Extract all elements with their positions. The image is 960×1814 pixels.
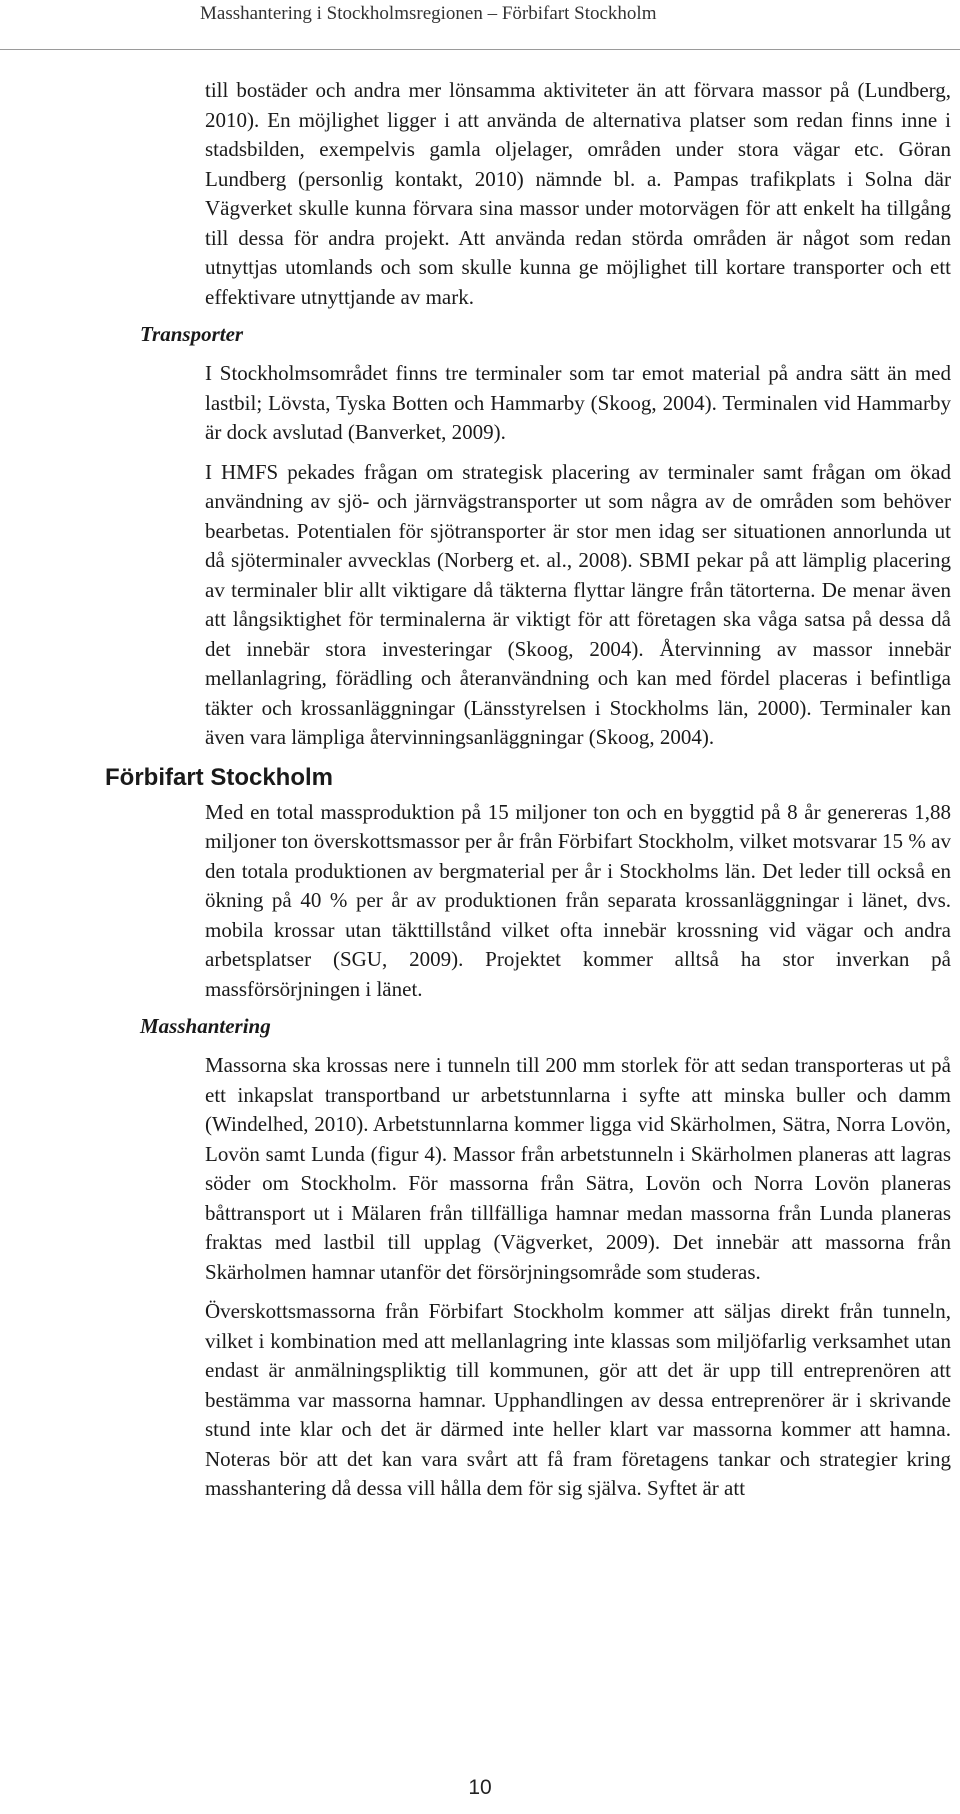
page-content: [0, 76, 960, 1514]
forbifart-paragraph: Med en total massproduktion på 15 miljoner ton och en byggtid på 8 år genereras 1,88 miljoner ton överskottsmassor per år från Förbifart Stockholm, vilket motsvarar 15 % av den totala produktionen av bergmaterial per år i Stockholms län. Det leder till också en ökning på 40 % per år av produktionen från separata krossanläggningar i länet, dvs. mobila krossar utan täkttillstånd vilket ofta innebär krossning vid vägar och andra arbetsplatser (SGU, 2009). Projektet kommer alltså ha stor inverkan på massförsörjningen i länet.: [205, 799, 951, 1001]
page-number: 10: [468, 1776, 492, 1799]
masshantering-paragraph-2: Överskottsmassorna från Förbifart Stockholm kommer att säljas direkt från tunneln, vilket i kombination med att mellanlagring inte klassas som miljöfarlig verksamhet utan endast är anmälningspliktig till kommunen, gör att det är upp till entreprenören att bestämma var massorna hamnar. Upphandlingen av dessa entreprenörer är i skrivande stund inte klar och det är därmed inte heller klart var massorna kommer att hamna. Noteras bör att det kan vara svårt att få fram företagens tankar och strategier kring masshantering då dessa vill hålla dem för sig själva. Syftet är att: [205, 1299, 951, 1500]
intro-paragraph: till bostäder och andra mer lönsamma aktiviteter än att förvara massor på (Lundberg, 2010). En möjlighet ligger i att använda de alternativa platser som redan finns inne i stadsbilden, exempelvis gamla oljelager, områden under stora vägar etc. Göran Lundberg (personlig kontakt, 2010) nämnde bl. a. Pampas trafikplats i Solna där Vägverket skulle kunna förvara sina massor under motorvägen för att enkelt ha tillgång till dessa för andra projekt. Att använda redan störda områden är något som redan utnyttjas utomlands och som skulle kunna ge möjlighet till kortare transporter och ett effektivare utnyttjande av mark.: [205, 78, 951, 309]
transporter-paragraph-1: I Stockholmsområdet finns tre terminaler som tar emot material på andra sätt än med lastbil; Lövsta, Tyska Botten och Hammarby (Skoog, 2004). Terminalen vid Hammarby är dock avslutad (Banverket, 2009).: [205, 361, 951, 444]
transporter-paragraph-2: I HMFS pekades frågan om strategisk placering av terminaler samt frågan om ökad användning av sjö- och järnvägstransporter ut som några av de områden som behöver bearbetas. Potentialen för sjötransporter är stor men idag ser situationen annorlunda ut då sjöterminaler avvecklas (Norberg et. al., 2008). SBMI pekar på att lämplig placering av terminaler blir allt viktigare då täkterna flyttar längre från tätorterna. De menar även att långsiktighet för terminalerna är viktigt för att företagen ska våga satsa på dessa då det innebär stora investeringar (Skoog, 2004). Återvinning av massor innebär mellanlagring, förädling och återanvändning och kan med fördel placeras i befintliga täkter och krossanläggningar (Länsstyrelsen i Stockholms län, 2000). Terminaler kan även vara lämpliga återvinningsanläggningar (Skoog, 2004).: [205, 459, 951, 749]
running-title: Masshantering i Stockholmsregionen – Förbifart Stockholm: [200, 3, 657, 24]
heading-transporter: Transporter: [140, 322, 244, 346]
heading-masshantering: Masshantering: [140, 1014, 271, 1038]
running-header: [0, 0, 960, 50]
heading-forbifart-stockholm: Förbifart Stockholm: [105, 763, 334, 791]
masshantering-paragraph-1: Massorna ska krossas nere i tunneln till 200 mm storlek för att sedan transporteras ut på ett inkapslat transportband ur arbetstunnlarna i syfte att minska buller och damm (Windelhed, 2010). Arbetstunnlarna kommer ligga vid Skärholmen, Sätra, Norra Lovön, Lovön samt Lunda (figur 4). Massor från arbetstunneln i Skärholmen planeras att lagras söder om Stockholm. För massorna från Sätra, Lovön och Norra Lovön planeras båttransport ut i Mälaren från tillfälliga hamnar medan massorna från Lunda planeras fraktas med lastbil till upplag (Vägverket, 2009). Det innebär att massorna från Skärholmen hamnar utanför det försörjningsområde som studeras.: [205, 1053, 951, 1284]
